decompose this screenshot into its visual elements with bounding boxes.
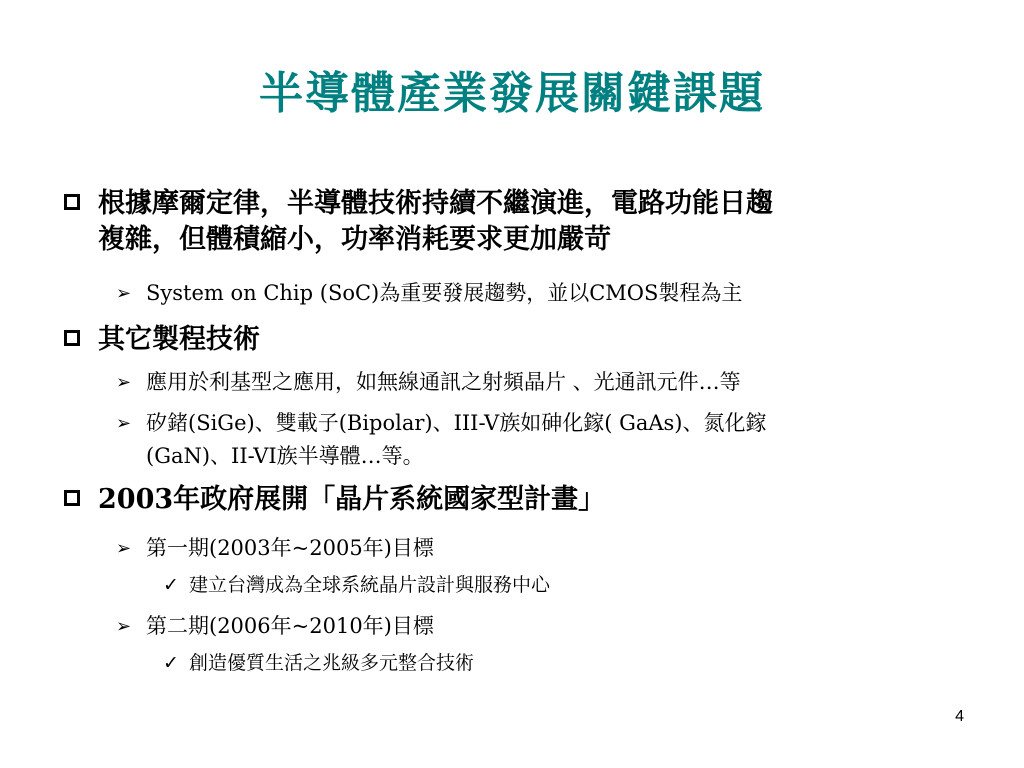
sub-bullet-soc [116, 277, 956, 310]
sub-bullet-text: 第一期(2003年~2005年)目標 [146, 536, 434, 560]
bullet-text-line1: 根據摩爾定律，半導體技術持續不繼演進，電路功能日趨 [98, 188, 773, 219]
check-item-text: 建立台灣成為全球系統晶片設計與服務中心 [189, 574, 551, 596]
bullet-text: 2003年政府展開「晶片系統國家型計畫」 [98, 484, 606, 515]
slide-title: 半導體產業發展關鍵課題 [259, 68, 765, 119]
check-icon: ✓ [163, 574, 179, 596]
square-bullet-icon [64, 194, 80, 210]
sub-bullet-text: 第二期(2006年~2010年)目標 [146, 614, 434, 638]
square-bullet-icon [64, 330, 80, 346]
check-item-phase-two-goal [163, 648, 863, 678]
arrow-bullet-icon: ➢ [116, 283, 132, 304]
sub-bullet-text-line1: 矽鍺(SiGe)、雙載子(Bipolar)、III-V族如砷化鎵( GaAs)、氮化鎵 [146, 411, 767, 435]
check-item-phase-one-goal [163, 570, 863, 600]
bullet-national-program [64, 482, 964, 518]
square-bullet-icon [64, 490, 80, 506]
check-icon: ✓ [163, 652, 179, 674]
page-number: 4 [955, 708, 964, 725]
sub-bullet-text: System on Chip (SoC)為重要發展趨勢，並以CMOS製程為主 [146, 281, 743, 305]
arrow-bullet-icon: ➢ [116, 372, 132, 393]
arrow-bullet-icon: ➢ [116, 616, 132, 637]
bullet-text-line2: 複雜，但體積縮小，功率消耗要求更加嚴苛 [98, 224, 611, 255]
arrow-bullet-icon: ➢ [116, 413, 132, 434]
sub-bullet-phase-one [116, 532, 956, 565]
sub-bullet-text: 應用於利基型之應用，如無線通訊之射頻晶片 、光通訊元件…等 [146, 370, 741, 394]
sub-bullet-materials [116, 407, 956, 473]
arrow-bullet-icon: ➢ [116, 538, 132, 559]
bullet-other-processes [64, 322, 964, 358]
bullet-text: 其它製程技術 [98, 324, 260, 355]
sub-bullet-phase-two [116, 610, 956, 643]
bullet-moores-law [64, 186, 964, 258]
check-item-text: 創造優質生活之兆級多元整合技術 [189, 652, 475, 674]
sub-bullet-text-line2: (GaN)、II-VI族半導體…等。 [146, 444, 424, 468]
sub-bullet-niche-applications [116, 366, 956, 399]
